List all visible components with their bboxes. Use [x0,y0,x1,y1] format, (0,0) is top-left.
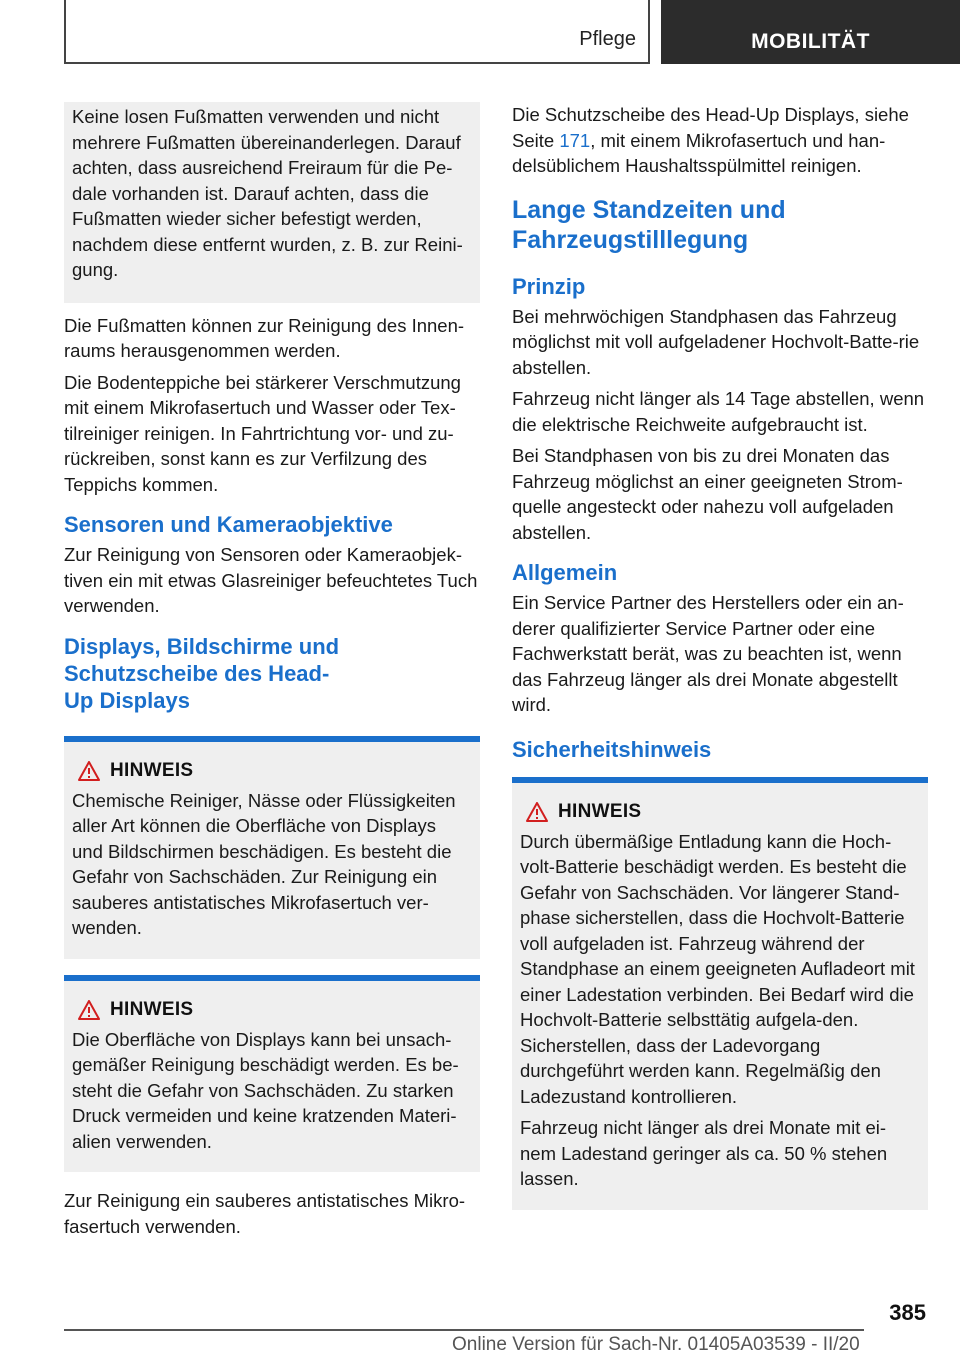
notice-title: HINWEIS [558,800,642,822]
heading-general: Allgemein [512,560,618,585]
heading-long-standstill-line1: Lange Standzeiten und [512,195,786,224]
header-left-rule [64,0,66,64]
doormat-info-box [64,102,480,303]
warning-triangle-icon [520,802,558,822]
footer-rule [64,1329,864,1331]
heading-displays-line3: Up Displays [64,687,190,713]
left-column [64,102,480,1245]
notice-header [72,760,472,782]
heading-long-standstill-line2: Fahrzeugstilllegung [512,225,749,254]
notice-text: Die Oberfläche von Displays kann bei unsach‐gemäßer Reinigung beschädigt werden. Es be‐steht die Gefahr von Sachschäden. Zu starken Druck vermeiden und keine kratzenden Materi‐alien verwenden. [72,1028,459,1152]
heading-displays-line1: Displays, Bildschirme und [64,633,340,659]
paragraph-microfiber: Zur Reinigung ein sauberes antistatisches Mikro‐fasertuch verwenden. [64,1190,466,1237]
right-column [512,102,928,1226]
notice-text-2: Fahrzeug nicht länger als drei Monate mit ei‐nem Ladestand geringer als ca. 50 % stehen lassen. [520,1117,888,1189]
heading-sensors: Sensoren und Kameraobjektive [64,512,393,537]
notice-header [72,999,472,1021]
notice-text: Chemische Reiniger, Nässe oder Flüssigkeiten aller Art können die Oberfläche von Displays und Bildschirmen beschädigen. Es besteht die Gefahr von Sachschäden. Zur Reinigung ein sauberes antistatisches Mikrofasertuch ver‐wenden. [72,789,456,938]
footer-online-version: Online Version für Sach-Nr. 01405A03539 - II/20 [452,1334,860,1355]
notice-text-1: Durch übermäßige Entladung kann die Hoch‐volt-Batterie beschädigt werden. Es besteht die Gefahr von Sachschäden. Vor längerer Stand‐phase sicherstellen, dass die Hochvolt-Batterie voll aufgeladen ist. Fahrzeug während der Standphase an einem geeigneten Aufladeort mit einer Ladestation verbinden. Bei Bedarf wird die Hochvolt-Batterie selbsttätig aufgela‐den. Sicherstellen, dass der Ladevorgang durchgeführt werden kann. Regelmäßig den Ladezustand kontrollieren. [520,830,915,1107]
paragraph-principle-3: Bei Standphasen von bis zu drei Monaten das Fahrzeug möglichst an einer geeigneten Strom‐quelle angesteckt oder nahezu voll aufgeladen abstellen. [512,445,903,543]
page-reference-link[interactable]: 171 [559,129,591,151]
heading-safety-notice: Sicherheitshinweis [512,736,712,762]
warning-triangle-icon [72,1000,110,1020]
paragraph-hud [512,102,928,179]
notice-battery-discharge [512,777,928,1210]
notice-title: HINWEIS [110,759,194,781]
notice-chemical-cleaners [64,736,480,959]
header-section-title: Pflege [579,28,636,50]
heading-displays-line2: Schutzscheibe des Head- [64,660,330,686]
paragraph-principle-2: Fahrzeug nicht länger als 14 Tage abstellen, wenn die elektrische Reichweite aufgebraucht ist. [512,388,925,435]
paragraph-sensors: Zur Reinigung von Sensoren oder Kameraobjek‐tiven ein mit etwas Glasreiniger befeuchtetes Tuch verwenden. [64,544,478,616]
heading-displays [64,633,480,714]
paragraph-general: Ein Service Partner des Herstellers oder ein an‐derer qualifizierter Service Partner oder eine Fachwerkstatt berät, was zu beachten ist, wenn das Fahrzeug länger als drei Monate abgestellt wird. [512,592,904,715]
header-chapter-tab[interactable]: MOBILITÄT [661,0,960,64]
warning-triangle-icon [72,761,110,781]
header-separator [648,0,650,64]
paragraph-hud-part1: Die Schutzscheibe des Head-Up Displays, siehe Seite [512,104,909,151]
heading-long-standstill [512,195,928,255]
notice-header [520,801,920,823]
header-bottom-rule [64,62,650,64]
notice-display-surface [64,975,480,1173]
paragraph-hud-part2: , mit einem Mikrofasertuch und han‐delsüblichem Haushaltsspülmittel reinigen. [512,129,886,176]
notice-title: HINWEIS [110,998,194,1020]
paragraph-doormats: Die Fußmatten können zur Reinigung des Innen‐raums herausgenommen werden. [64,314,465,361]
paragraph-principle-1: Bei mehrwöchigen Standphasen das Fahrzeug möglichst mit voll aufgeladener Hochvolt-Batte‐rie abstellen. [512,305,920,378]
heading-principle: Prinzip [512,273,586,299]
page-number: 385 [889,1300,926,1325]
doormat-info-text: Keine losen Fußmatten verwenden und nicht mehrere Fußmatten übereinanderlegen. Darauf achten, dass ausreichend Freiraum für die Pe‐dale vorhanden ist. Darauf achten, dass die Fußmatten wieder sicher befestigt werden, nachdem diese entfernt wurden, z. B. zur Reini‐gung. [72,106,463,280]
paragraph-carpets: Die Bodenteppiche bei stärkerer Verschmutzung mit einem Mikrofasertuch und Wasser oder Tex‐tilreiniger reinigen. In Fahrtrichtung vor- und zu‐rückreiben, sonst kann es zur Verfilzung des Teppichs kommen. [64,371,461,495]
